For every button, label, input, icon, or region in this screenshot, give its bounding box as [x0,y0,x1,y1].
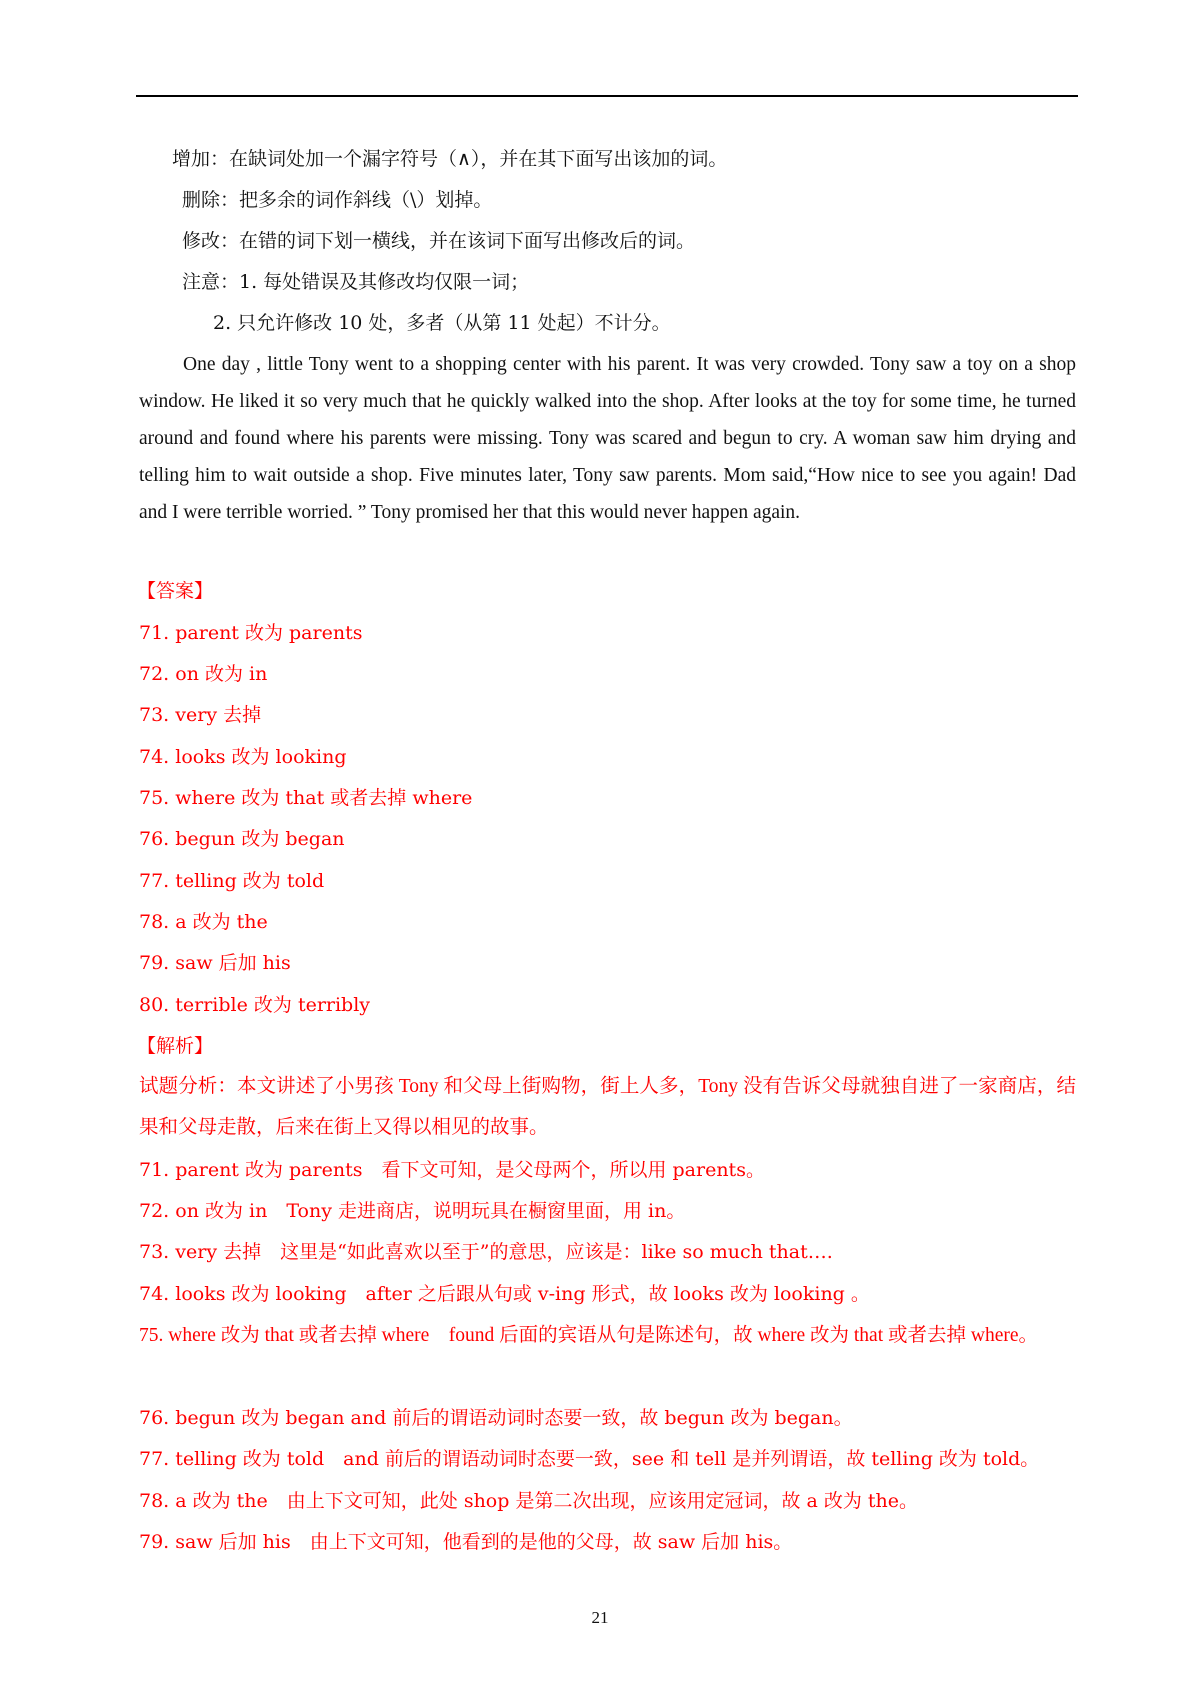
instruction-modify: 修改：在错的词下划一横线，并在该词下面写出修改后的词。 [182,230,696,252]
analysis-item: 71. parent 改为 parents 看下文可知，是父母两个，所以用 parents。 [139,1159,765,1181]
answer-item: 71. parent 改为 parents [139,622,363,644]
analysis-heading: 【解析】 [137,1035,214,1057]
answer-item: 77. telling 改为 told [139,870,325,892]
answer-item: 80. terrible 改为 terribly [139,994,371,1016]
answer-item: 74. looks 改为 looking [139,746,347,768]
analysis-item: 74. looks 改为 looking after 之后跟从句或 v-ing 形式，故 looks 改为 looking 。 [139,1283,870,1305]
answer-heading: 【答案】 [137,580,214,602]
answer-item: 73. very 去掉 [139,704,262,726]
answer-item: 79. saw 后加 his [139,952,291,974]
analysis-intro: 试题分析：本文讲述了小男孩 Tony 和父母上街购物，街上人多，Tony 没有告诉父母就独自进了一家商店，结果和父母走散，后来在街上又得以相见的故事。 [139,1076,1076,1138]
instruction-note-2: 2. 只允许修改 10 处，多者（从第 11 处起）不计分。 [213,312,671,334]
answer-item: 76. begun 改为 began [139,828,345,850]
instruction-note-1: 注意：1. 每处错误及其修改均仅限一词； [182,271,530,293]
instruction-add: 增加：在缺词处加一个漏字符号（∧），并在其下面写出该加的词。 [172,148,728,170]
analysis-item: 76. begun 改为 began and 前后的谓语动词时态要一致，故 begun 改为 began。 [139,1407,853,1429]
answer-item: 72. on 改为 in [139,663,268,685]
answer-item: 78. a 改为 the [139,911,268,933]
instruction-delete: 删除：把多余的词作斜线（\）划掉。 [182,189,493,211]
analysis-item: 79. saw 后加 his 由上下文可知，他看到的是他的父母，故 saw 后加 his。 [139,1531,793,1553]
answer-item: 75. where 改为 that 或者去掉 where [139,787,473,809]
analysis-item: 77. telling 改为 told and 前后的谓语动词时态要一致，see 和 tell 是并列谓语，故 telling 改为 told。 [139,1448,1040,1470]
header-rule [136,95,1078,97]
analysis-item: 78. a 改为 the 由上下文可知，此处 shop 是第二次出现，应该用定冠词，故 a 改为 the。 [139,1490,919,1512]
analysis-item: 72. on 改为 in Tony 走进商店，说明玩具在橱窗里面，用 in。 [139,1200,686,1222]
page-number: 21 [591,1608,609,1627]
passage-paragraph: One day , little Tony went to a shopping center with his parent. It was very crowded. Tony saw a toy on a shop window. He liked it so very much that he quickly walked into the shop. After looks at the toy for some time, he turned around and found where his parents were missing. Tony was scared and begun to cry. A woman saw him drying and telling him to wait outside a shop. Five minutes later, Tony saw parents. Mom said,“How nice to see you again! Dad and I were terrible worried. ” Tony promised her that this would never happen again. [139,354,1076,523]
analysis-item: 73. very 去掉 这里是“如此喜欢以至于”的意思，应该是：like so much that…. [139,1241,833,1263]
analysis-item: 75. where 改为 that 或者去掉 where found 后面的宾语从句是陈述句，故 where 改为 that 或者去掉 where。 [139,1325,1039,1346]
